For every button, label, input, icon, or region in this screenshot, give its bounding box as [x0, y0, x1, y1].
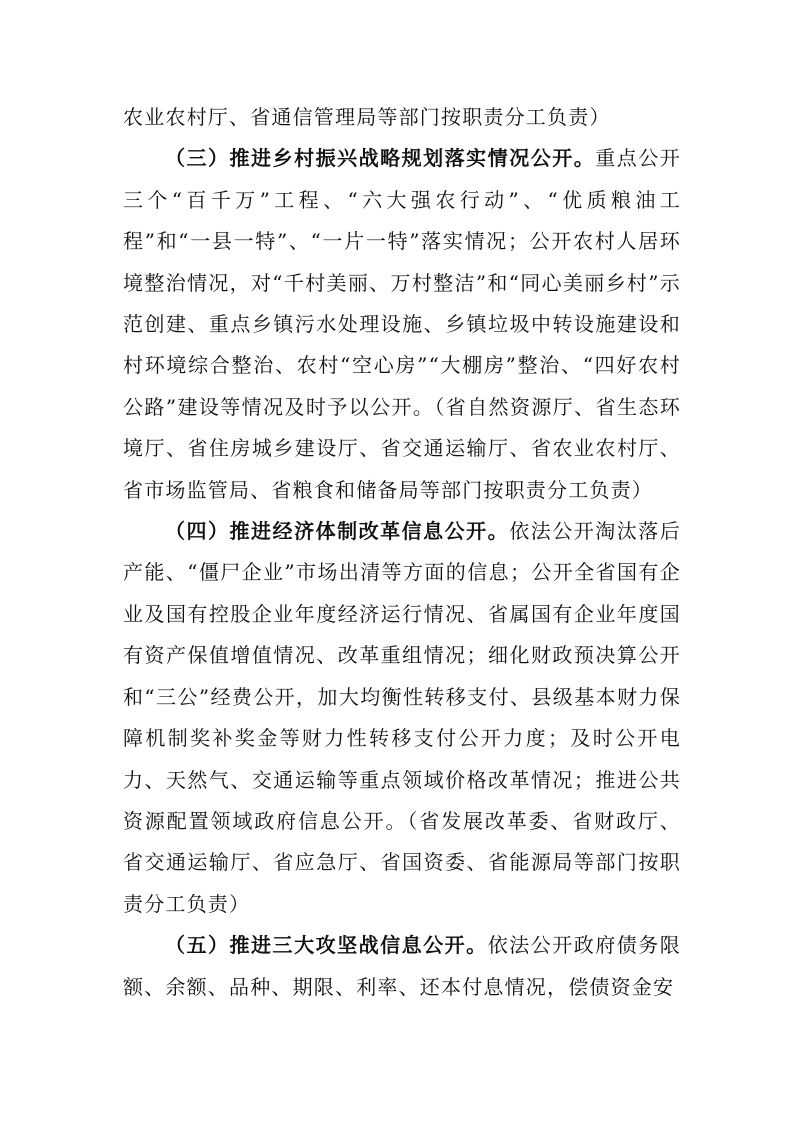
paragraph-text: 重点公开三个“百千万”工程、“六大强农行动”、“优质粮油工程”和“一县一特”、“一片一特”落实情况；公开农村人居环境整治情况，对“千村美丽、万村整洁”和“同心美丽乡村”示范创建、重点乡镇污水处理设施、乡镇垃圾中转设施建设和村环境综合整治、农村“空心房”“大棚房”整治、“四好农村公路”建设等情况及时予以公开。（省自然资源厅、省生态环境厅、省住房城乡建设厅、省交通运输厅、省农业农村厅、省市场监管局、省粮食和储备局等部门按职责分工负责）	[123, 146, 681, 502]
paragraph-text: 依法公开淘汰落后产能、“僵尸企业”市场出清等方面的信息；公开全省国有企业及国有控股企业年度经济运行情况、省属国有企业年度国有资产保值增值情况、改革重组情况；细化财政预决算公开和“三公”经费公开，加大均衡性转移支付、县级基本财力保障机制奖补奖金等财力性转移支付公开力度；及时公开电力、天然气、交通运输等重点领域价格改革情况；推进公共资源配置领域政府信息公开。（省发展改革委、省财政厅、省交通运输厅、省应急厅、省国资委、省能源局等部门按职责分工负责）	[123, 519, 681, 916]
section-heading: （五）推进三大攻坚战信息公开。	[165, 933, 488, 958]
section-heading: （四）推进经济体制改革信息公开。	[165, 519, 510, 544]
section-heading: （三）推进乡村振兴战略规划落实情况公开。	[165, 146, 596, 171]
paragraph-section-5	[123, 925, 681, 1008]
paragraph-section-3	[123, 138, 681, 511]
paragraph-continuation	[123, 97, 681, 138]
paragraph-text: 农业农村厅、省通信管理局等部门按职责分工负责）	[123, 105, 611, 129]
paragraph-text: 依法公开政府债务限额、余额、品种、期限、利率、还本付息情况，偿债资金安	[123, 933, 681, 999]
document-body	[123, 97, 681, 1008]
paragraph-section-4	[123, 511, 681, 925]
